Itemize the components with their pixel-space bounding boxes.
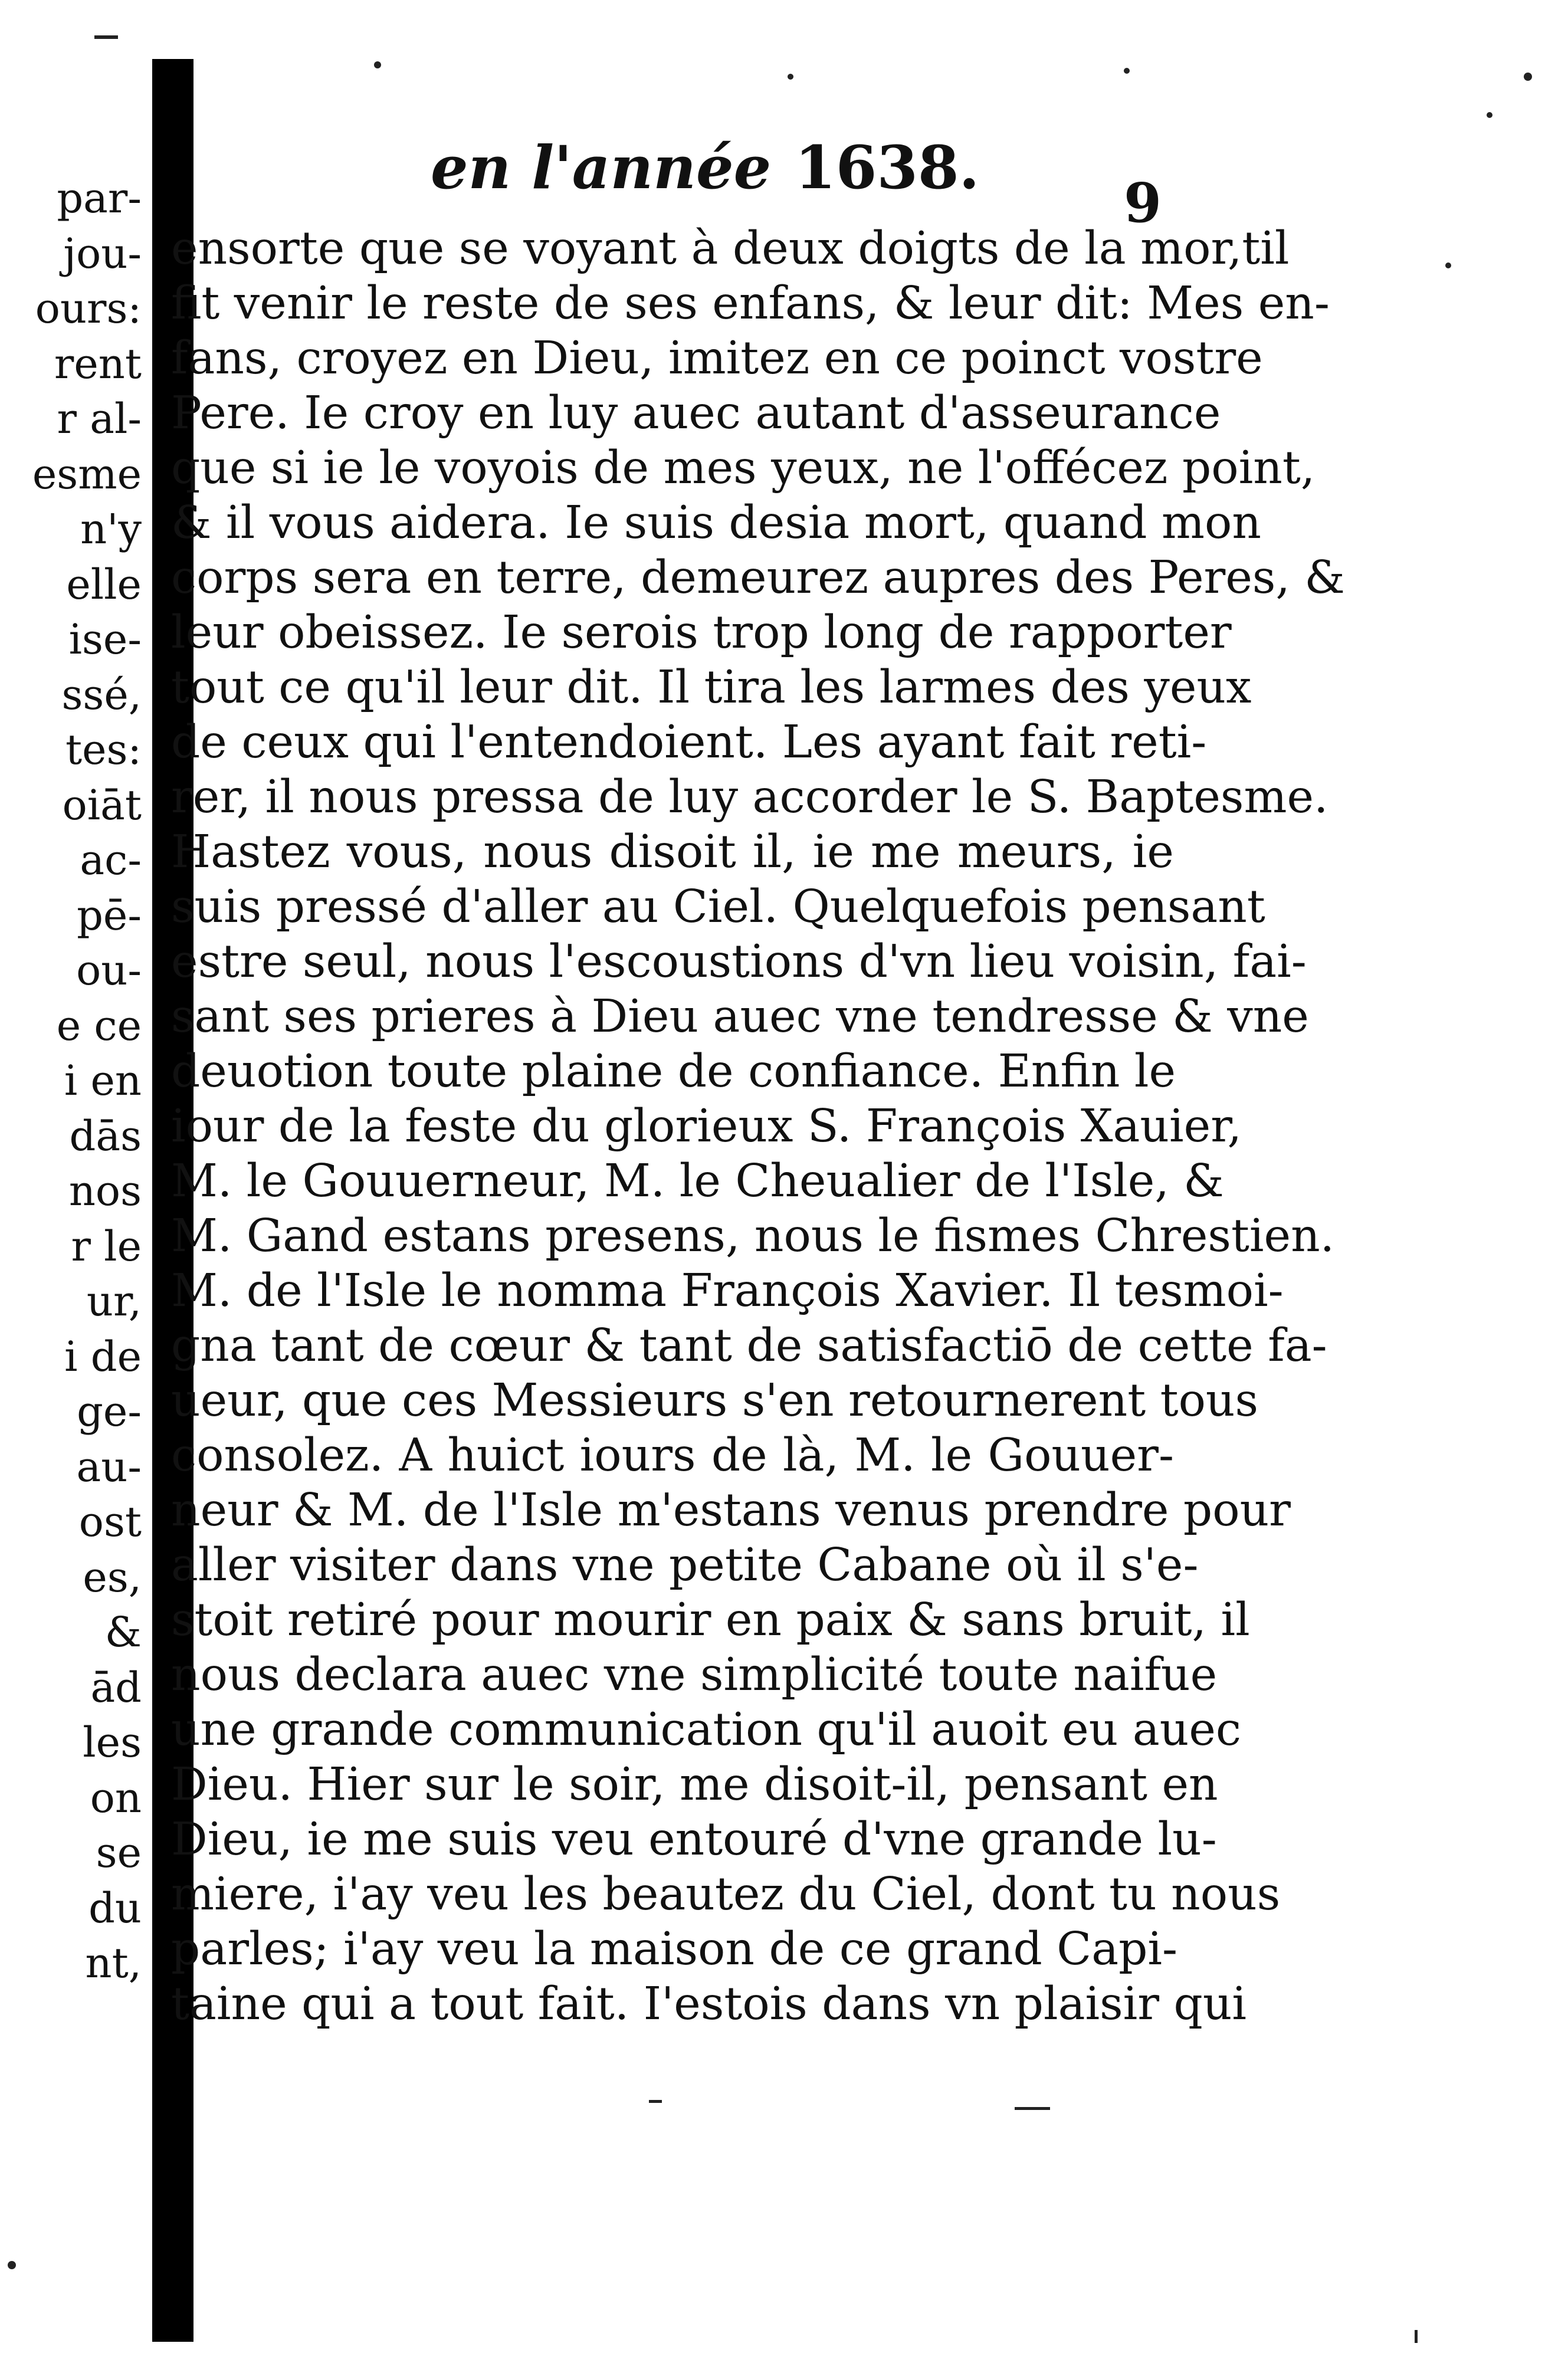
margin-fragment: oiāt [62, 780, 142, 829]
margin-fragment: tes: [65, 726, 142, 774]
text-line: nous declara auec vne simplicité toute naifue [171, 1649, 1218, 1701]
text-line: que si ie le voyois de mes yeux, ne l'offécez point, [171, 442, 1316, 494]
margin-fragment: elle [66, 560, 142, 609]
text-line: & il vous aidera. Ie suis desia mort, quand mon [171, 497, 1261, 549]
running-title: en l'année [431, 133, 772, 202]
margin-fragment: ost [78, 1498, 142, 1546]
text-line: ensorte que se voyant à deux doigts de la mor,til [171, 222, 1290, 275]
margin-fragment: & [104, 1608, 142, 1656]
text-line: neur & M. de l'Isle m'estans venus prendre pour [171, 1484, 1291, 1537]
margin-fragment: se [96, 1829, 142, 1877]
text-line: Dieu, ie me suis veu entouré d'vne grande lu- [171, 1813, 1217, 1866]
margin-fragment: i de [64, 1332, 142, 1381]
header-year: 1638. [795, 133, 980, 202]
text-line: aller visiter dans vne petite Cabane où il s'e- [171, 1539, 1199, 1591]
margin-fragment: jou- [63, 229, 142, 278]
margin-fragment: ac- [80, 836, 142, 884]
text-line: estre seul, nous l'escoustions d'vn lieu voisin, fai- [171, 936, 1307, 988]
text-line: Pere. Ie croy en luy auec autant d'asseurance [171, 387, 1221, 439]
text-line: tout ce qu'il leur dit. Il tira les larmes des yeux [171, 661, 1252, 714]
text-line: deuotion toute plaine de confiance. Enfin le [171, 1045, 1176, 1098]
margin-fragment: du [88, 1883, 142, 1932]
text-line: rer, il nous pressa de luy accorder le S. Baptesme. [171, 771, 1328, 823]
margin-fragment: nt, [85, 1939, 142, 1987]
margin-fragment: e ce [56, 1001, 142, 1050]
text-line: corps sera en terre, demeurez aupres des Peres, & [171, 552, 1345, 604]
margin-fragment: ge- [77, 1387, 142, 1436]
margin-fragment: rent [54, 339, 142, 388]
margin-fragment: pē- [77, 891, 142, 940]
margin-fragment: esme [32, 449, 142, 498]
text-line: M. de l'Isle le nomma François Xavier. Il tesmoi- [171, 1265, 1284, 1317]
text-line: fans, croyez en Dieu, imitez en ce poinct vostre [171, 332, 1263, 385]
text-line: suis pressé d'aller au Ciel. Quelquefois pensant [171, 881, 1265, 933]
text-line: leur obeissez. Ie serois trop long de rapporter [171, 606, 1232, 659]
margin-fragment: au- [76, 1442, 142, 1491]
margin-fragment: les [83, 1718, 142, 1767]
margin-fragment: i en [64, 1056, 142, 1105]
margin-fragment: nos [68, 1167, 142, 1215]
text-line: de ceux qui l'entendoient. Les ayant fait reti- [171, 716, 1207, 769]
text-line: une grande communication qu'il auoit eu auec [171, 1704, 1242, 1756]
text-line: fit venir le reste de ses enfans, & leur dit: Mes en- [171, 277, 1330, 330]
margin-fragment: ou- [76, 946, 142, 995]
margin-fragment: r al- [57, 395, 142, 443]
margin-fragment: n'y [80, 505, 142, 553]
margin-fragment: ssé, [61, 670, 142, 719]
text-line: taine qui a tout fait. I'estois dans vn plaisir qui [171, 1978, 1247, 2030]
text-line: iour de la feste du glorieux S. François Xauier, [171, 1100, 1242, 1153]
margin-fragment: ise- [68, 615, 142, 664]
text-line: sant ses prieres à Dieu auec vne tendresse & vne [171, 990, 1309, 1043]
text-line: gna tant de cœur & tant de satisfactiō de cette fa- [171, 1320, 1327, 1372]
margin-fragment: ur, [86, 1277, 142, 1325]
text-line: consolez. A huict iours de là, M. le Gouuer- [171, 1429, 1174, 1482]
margin-fragment: es, [83, 1553, 142, 1601]
text-line: stoit retiré pour mourir en paix & sans bruit, il [171, 1594, 1250, 1646]
text-line: miere, i'ay veu les beautez du Ciel, dont tu nous [171, 1868, 1281, 1921]
page-number: 9 [1124, 171, 1162, 235]
margin-fragment: ours: [35, 284, 142, 333]
margin-fragment: dās [69, 1111, 142, 1160]
text-line: M. Gand estans presens, nous le fismes Chrestien. [171, 1210, 1335, 1262]
text-line: ueur, que ces Messieurs s'en retournerent tous [171, 1374, 1259, 1427]
margin-fragment: ād [90, 1663, 142, 1712]
text-line: parles; i'ay veu la maison de ce grand Capi- [171, 1923, 1178, 1975]
text-line: M. le Gouuerneur, M. le Cheualier de l'Isle, & [171, 1155, 1224, 1207]
text-line: Dieu. Hier sur le soir, me disoit-il, pensant en [171, 1758, 1218, 1811]
margin-fragment: par- [57, 174, 142, 222]
text-line: Hastez vous, nous disoit il, ie me meurs, ie [171, 826, 1174, 878]
margin-fragment: on [90, 1773, 142, 1822]
margin-fragment: r le [71, 1222, 142, 1271]
